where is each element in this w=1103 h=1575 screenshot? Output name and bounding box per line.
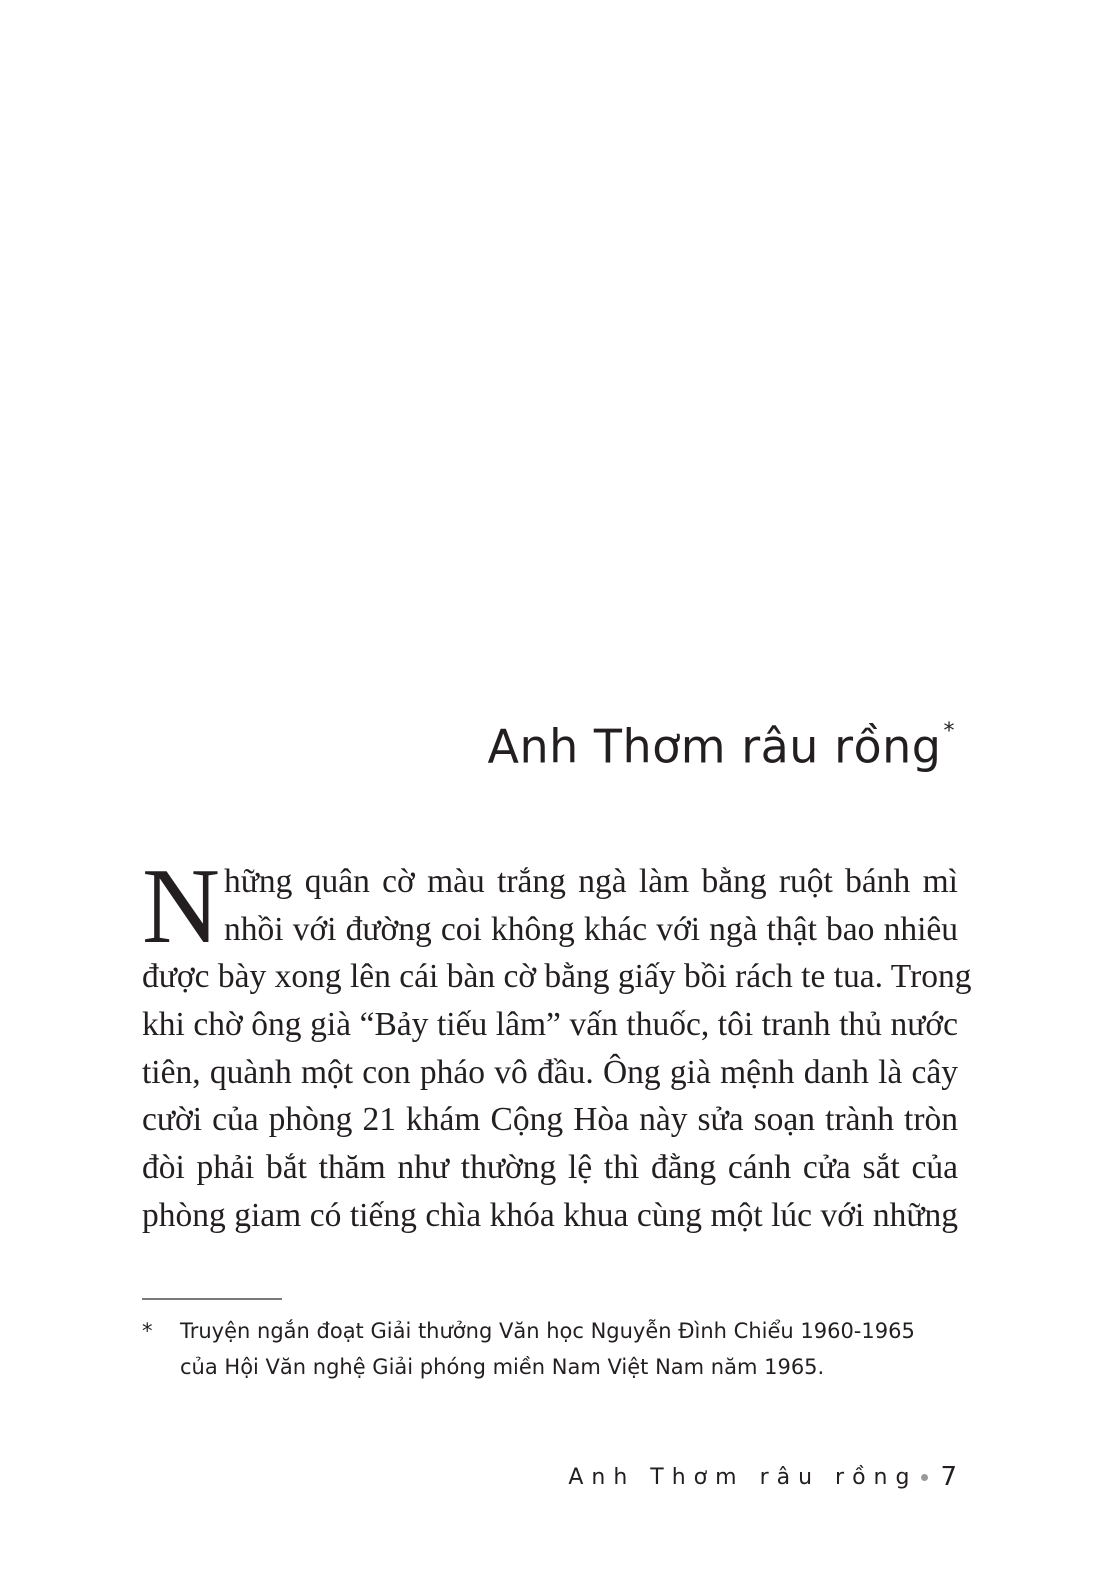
- body-line: nhồi với đường coi không khác với ngà thật bao nhiêu: [224, 910, 958, 948]
- body-line: hững quân cờ màu trắng ngà làm bằng ruột bánh mì: [224, 863, 958, 900]
- footnote-reference-marker: *: [943, 718, 955, 744]
- footnote-text: [180, 1313, 958, 1385]
- footnote-line: của Hội Văn nghệ Giải phóng miền Nam Việt Nam năm 1965.: [180, 1355, 825, 1379]
- body-line: tiên, quành một con pháo vô đầu. Ông già mệnh danh là cây: [142, 1053, 958, 1091]
- footnote-divider: [142, 1298, 282, 1300]
- body-text: [142, 847, 972, 1240]
- page-number: 7: [940, 1462, 957, 1492]
- bullet-separator-icon: [921, 1474, 928, 1481]
- body-line: được bày xong lên cái bàn cờ bằng giấy bồi rách te tua. Trong: [142, 958, 972, 996]
- running-title: Anh Thơm râu rồng: [568, 1464, 918, 1490]
- chapter-title-text: Anh Thơm râu rồng: [487, 719, 942, 774]
- body-line: phòng giam có tiếng chìa khóa khua cùng một lúc với những: [142, 1196, 958, 1234]
- footnote-marker: *: [142, 1319, 153, 1343]
- chapter-title: [0, 707, 955, 779]
- drop-cap: N: [142, 847, 220, 966]
- body-line: cười của phòng 21 khám Cộng Hòa này sửa soạn trành tròn: [142, 1101, 958, 1139]
- running-footer: [568, 1462, 957, 1492]
- footnote: [142, 1313, 958, 1385]
- footnote-line: Truyện ngắn đoạt Giải thưởng Văn học Nguyễn Đình Chiểu 1960-1965: [180, 1319, 915, 1343]
- body-line: khi chờ ông già “Bảy tiếu lâm” vấn thuốc, tôi tranh thủ nước: [142, 1006, 958, 1044]
- body-line: đòi phải bắt thăm như thường lệ thì đằng cánh cửa sắt của: [142, 1149, 958, 1187]
